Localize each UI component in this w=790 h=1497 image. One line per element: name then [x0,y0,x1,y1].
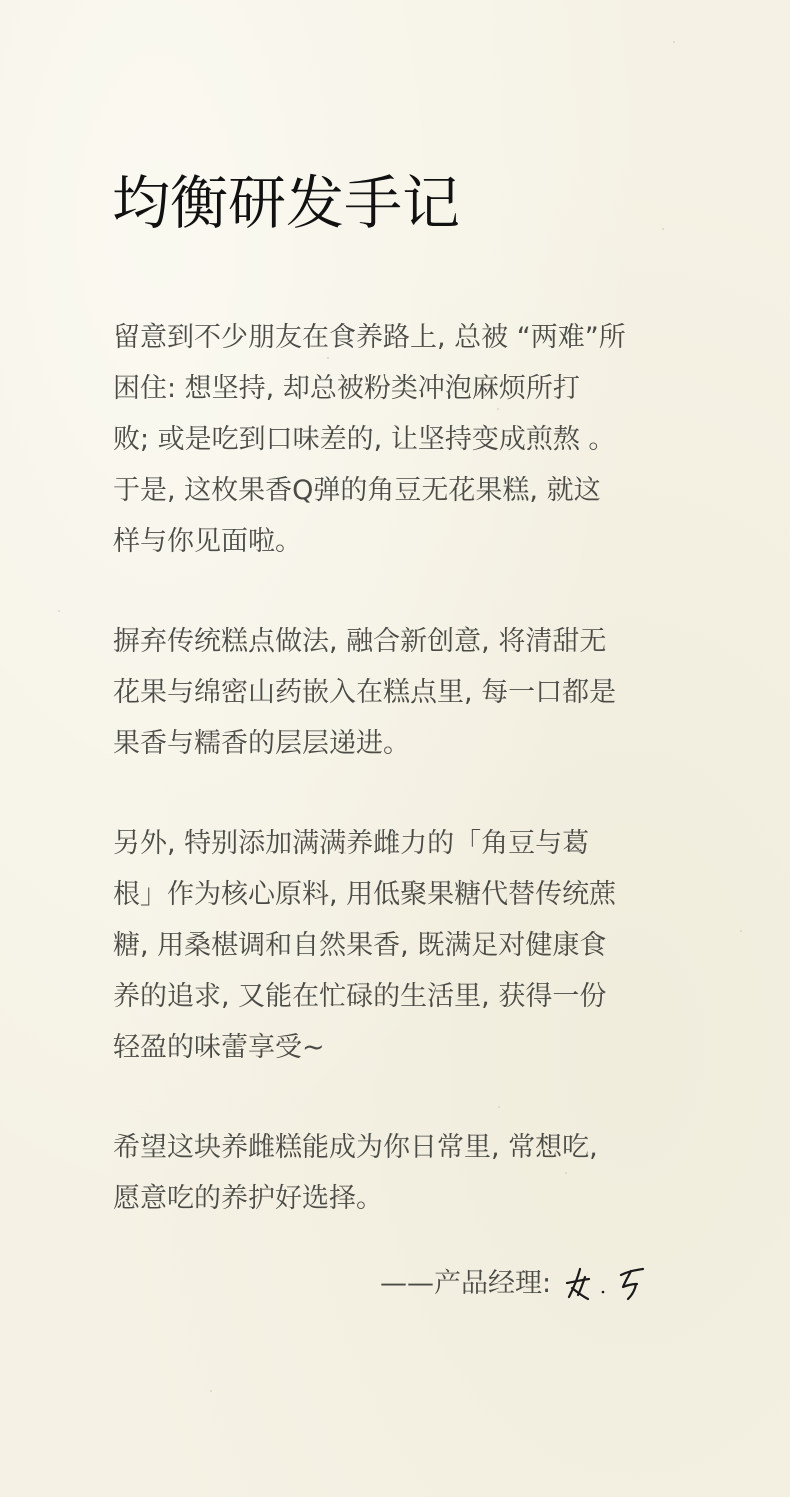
paper-speck [210,1390,212,1392]
paper-speck [740,930,742,932]
paper-speck [662,228,664,230]
paragraph [113,616,683,769]
paragraph-gap [113,769,683,818]
text-line: 败; 或是吃到口味差的, 让坚持变成煎熬 。 [113,424,616,455]
text-line: 另外, 特别添加满满养雌力的「角豆与葛 [113,828,590,859]
paragraph-gap [113,1073,683,1122]
text-line: 摒弃传统糕点做法, 融合新创意, 将清甜无 [113,626,607,657]
paper-speck [673,41,675,43]
text-line: 留意到不少朋友在食养路上, 总被 “两难”所 [113,322,626,353]
text-line: 养的追求, 又能在忙碌的生活里, 获得一份 [113,981,607,1012]
text-line: 于是, 这枚果香Q弹的角豆无花果糕, 就这 [113,475,601,506]
signoff-text: ——产品经理: [380,1268,552,1299]
paper-speck [58,610,60,612]
text-line: 困住: 想坚持, 却总被粉类冲泡麻烦所打 [113,373,580,404]
text-line: 根」作为核心原料, 用低聚果糖代替传统蔗 [113,879,617,910]
text-line: 样与你见面啦。 [113,526,302,557]
paragraph-gap [113,567,683,616]
paragraph [113,312,683,567]
handwritten-signature [561,1261,651,1307]
paragraph [113,1122,683,1224]
text-line: 果香与糯香的层层递进。 [113,728,410,759]
text-line: 愿意吃的养护好选择。 [113,1183,383,1214]
page-title: 均衡研发手记 [112,169,461,237]
signoff [380,1259,651,1309]
paragraph [113,818,683,1073]
text-line: 糖, 用桑椹调和自然果香, 既满足对健康食 [113,930,607,961]
text-line: 花果与绵密山药嵌入在糕点里, 每一口都是 [113,677,617,708]
body-text [113,312,683,1224]
text-line: 轻盈的味蕾享受~ [113,1032,325,1063]
text-line: 希望这块养雌糕能成为你日常里, 常想吃, [113,1132,598,1163]
